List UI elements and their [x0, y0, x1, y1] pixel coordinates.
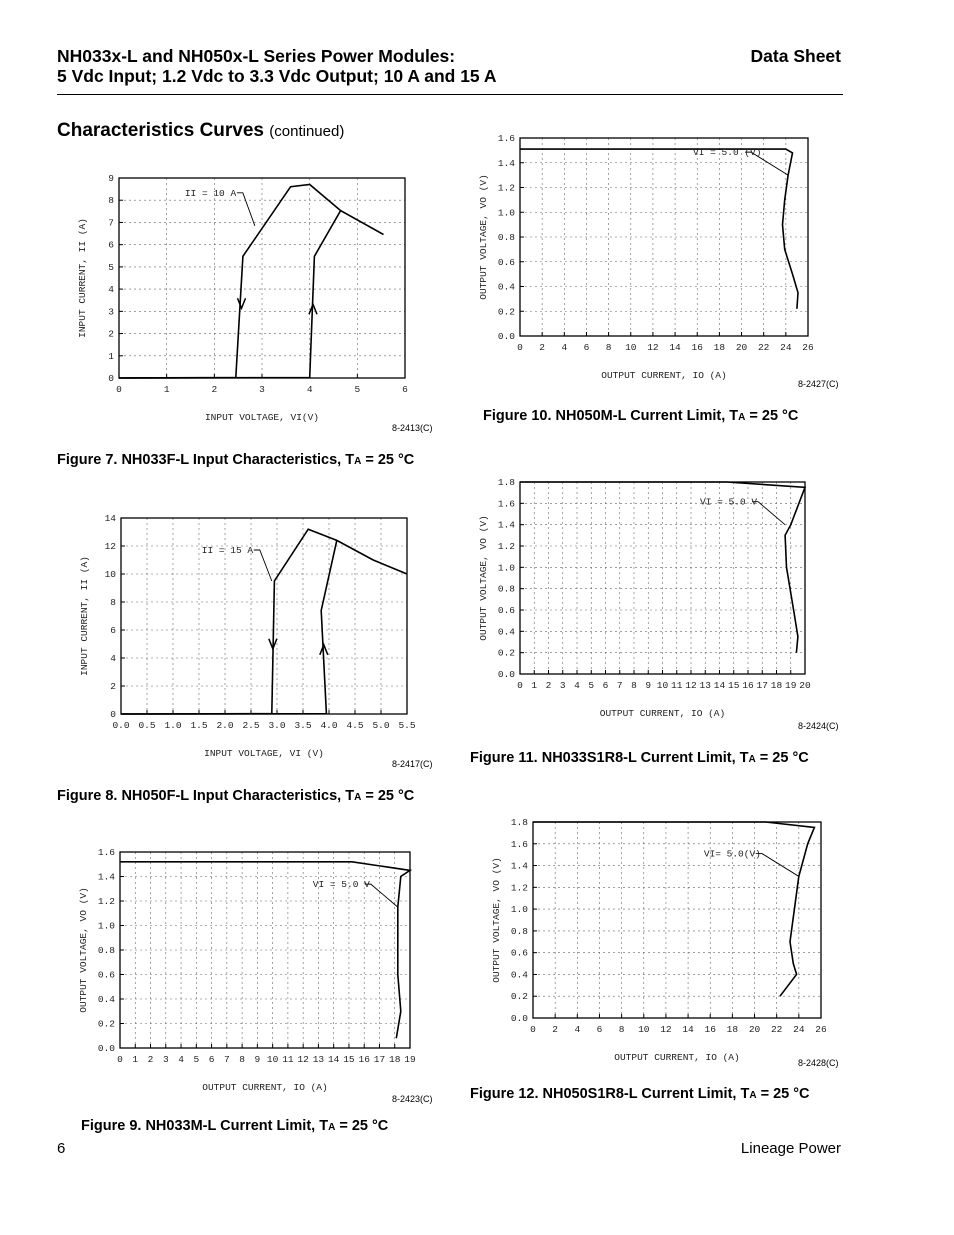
x-tick-label: 6 [208, 1054, 215, 1065]
x-tick-label: 13 [699, 680, 711, 691]
x-tick-label: 7 [223, 1054, 230, 1065]
x-tick-label: 4 [306, 384, 313, 395]
y-tick-label: 0.2 [510, 991, 528, 1003]
y-tick-label: 1.4 [97, 871, 115, 883]
y-tick-label: 8 [110, 597, 116, 608]
curve-annotation: VI= 5.0(V) [703, 848, 761, 860]
x-tick-label: 7 [616, 680, 623, 691]
x-tick-label: 10 [625, 342, 637, 353]
x-tick-label: 10 [638, 1024, 650, 1035]
doc-type-label: Data Sheet [750, 46, 841, 66]
x-tick-label: 3 [162, 1054, 169, 1065]
figure-code: 8-2423(C) [392, 1094, 433, 1104]
chart-fig9 [70, 842, 445, 1107]
x-axis-label: INPUT VOLTAGE, VI(V) [204, 412, 320, 423]
x-tick-label: 3.5 [294, 720, 312, 731]
x-axis-label: INPUT VOLTAGE, VI (V) [204, 748, 324, 759]
y-tick-label: 9 [108, 173, 114, 184]
y-tick-label: 0.4 [497, 626, 515, 638]
y-tick-label: 1.4 [510, 860, 528, 872]
x-tick-label: 22 [770, 1024, 783, 1035]
x-tick-label: 5 [354, 384, 361, 395]
plot-frame [121, 518, 407, 714]
x-tick-label: 12 [297, 1054, 309, 1065]
y-tick-label: 7 [108, 217, 114, 229]
x-tick-label: 16 [742, 680, 754, 691]
y-tick-label: 10 [104, 569, 116, 580]
x-tick-label: 8 [618, 1024, 625, 1035]
x-tick-label: 0 [117, 1054, 123, 1065]
chart-fig12 [485, 812, 845, 1070]
x-tick-label: 20 [735, 342, 748, 353]
x-tick-label: 1 [163, 384, 170, 395]
x-tick-label: 0 [116, 384, 122, 395]
x-tick-label: 4 [178, 1054, 184, 1065]
chart-fig11 [470, 472, 845, 734]
x-tick-label: 20 [748, 1024, 761, 1035]
x-tick-label: 20 [799, 680, 811, 691]
y-tick-label: 0.0 [497, 331, 515, 342]
x-tick-label: 5.0 [372, 720, 390, 731]
y-tick-label: 0.0 [97, 1043, 115, 1054]
y-axis-label: OUTPUT VOLTAGE, VO (V) [478, 515, 489, 641]
figure-caption: Figure 9. NH033M-L Current Limit, TA = 25 °C [81, 1118, 389, 1134]
x-tick-label: 16 [704, 1024, 716, 1035]
y-tick-label: 1.4 [497, 157, 515, 169]
y-tick-label: 2 [110, 681, 116, 692]
plot-frame [520, 138, 808, 336]
x-tick-label: 12 [660, 1024, 672, 1035]
y-tick-label: 5 [108, 261, 114, 273]
x-tick-label: 5 [193, 1054, 200, 1065]
figure-code: 8-2427(C) [798, 379, 839, 389]
x-tick-label: 15 [728, 680, 740, 691]
plot-frame [533, 822, 821, 1018]
x-tick-label: 10 [266, 1054, 279, 1065]
y-tick-label: 1.4 [497, 519, 515, 531]
y-tick-label: 1 [108, 350, 114, 362]
figure-caption: Figure 7. NH033F-L Input Characteristics, TA = 25 °C [57, 452, 415, 468]
y-axis-label: OUTPUT VOLTAGE, VO (V) [78, 887, 89, 1013]
x-tick-label: 15 [343, 1054, 355, 1065]
y-tick-label: 6 [108, 239, 114, 251]
x-tick-label: 6 [583, 342, 590, 353]
series-line-1 [119, 185, 384, 379]
y-tick-label: 6 [110, 625, 116, 636]
curve-annotation: II = 10 A [184, 187, 237, 199]
x-tick-label: 8 [605, 342, 612, 353]
chart-fig8 [75, 508, 445, 770]
annotation-leader [254, 550, 272, 581]
y-tick-label: 1.0 [497, 562, 515, 574]
x-tick-label: 1 [531, 680, 538, 691]
x-tick-label: 3 [259, 384, 265, 395]
header-divider [57, 94, 843, 95]
y-tick-label: 0.8 [497, 232, 515, 243]
x-tick-label: 18 [713, 342, 726, 353]
y-axis-label: OUTPUT VOLTAGE, VO (V) [478, 174, 489, 300]
direction-arrow-down [238, 298, 246, 308]
x-tick-label: 14 [669, 342, 681, 353]
curve-annotation: II = 15 A [201, 545, 254, 556]
section-title-text: Characteristics Curves [57, 120, 264, 141]
x-tick-label: 13 [312, 1054, 325, 1065]
x-tick-label: 2 [545, 680, 552, 691]
y-tick-label: 0.6 [497, 605, 515, 616]
x-tick-label: 1.5 [190, 720, 208, 731]
x-tick-label: 4 [561, 342, 568, 353]
annotation-leader [237, 193, 255, 226]
y-tick-label: 0.4 [497, 281, 515, 293]
y-axis-label: OUTPUT VOLTAGE, VO (V) [491, 857, 502, 983]
x-tick-label: 16 [691, 342, 703, 353]
y-tick-label: 0.2 [497, 306, 515, 318]
x-axis-label: OUTPUT CURRENT, IO (A) [599, 708, 726, 719]
x-tick-label: 24 [780, 342, 792, 353]
y-tick-label: 3 [108, 306, 114, 318]
x-tick-label: 5.5 [398, 720, 416, 731]
x-tick-label: 14 [713, 680, 726, 691]
x-tick-label: 14 [682, 1024, 694, 1035]
x-tick-label: 11 [282, 1054, 294, 1065]
y-tick-label: 1.8 [497, 477, 515, 488]
x-tick-label: 22 [757, 342, 770, 353]
figure-caption: Figure 8. NH050F-L Input Characteristics, TA = 25 °C [57, 788, 415, 804]
y-tick-label: 1.6 [497, 498, 515, 510]
y-tick-label: 1.0 [97, 920, 115, 932]
x-axis-label: OUTPUT CURRENT, IO (A) [614, 1052, 740, 1063]
x-tick-label: 17 [373, 1054, 386, 1065]
figure-caption: Figure 12. NH050S1R8-L Current Limit, TA = 25 °C [470, 1086, 810, 1102]
annotation-leader [756, 853, 799, 876]
x-tick-label: 0 [517, 680, 523, 691]
x-tick-label: 3.0 [268, 720, 286, 731]
y-tick-label: 8 [108, 195, 114, 207]
x-tick-label: 18 [770, 680, 783, 691]
x-tick-label: 2 [552, 1024, 559, 1035]
figure-code: 8-2428(C) [798, 1058, 839, 1068]
curve-annotation: VI = 5.0 V [700, 496, 758, 508]
y-tick-label: 0.4 [510, 969, 528, 981]
y-tick-label: 2 [108, 328, 114, 340]
y-tick-label: 0.0 [510, 1013, 528, 1024]
figure-code: 8-2413(C) [392, 423, 433, 433]
x-tick-label: 19 [404, 1054, 416, 1065]
x-tick-label: 4.0 [320, 720, 338, 731]
x-tick-label: 12 [647, 342, 659, 353]
x-tick-label: 12 [685, 680, 697, 691]
x-tick-label: 8 [631, 680, 637, 691]
x-tick-label: 10 [656, 680, 669, 691]
figure-code: 8-2417(C) [392, 759, 433, 769]
x-tick-label: 18 [726, 1024, 739, 1035]
y-tick-label: 1.2 [497, 182, 515, 194]
x-tick-label: 14 [327, 1054, 340, 1065]
series-line-1 [520, 149, 798, 309]
y-tick-label: 0.6 [97, 969, 115, 981]
chart-fig7 [65, 168, 445, 438]
y-tick-label: 12 [104, 541, 116, 552]
x-tick-label: 0 [517, 342, 523, 353]
series-line-1 [121, 529, 407, 714]
x-tick-label: 2.5 [242, 720, 260, 731]
chart-fig10 [470, 128, 845, 390]
title-line-1: NH033x-L and NH050x-L Series Power Modules: [57, 46, 456, 66]
x-tick-label: 0 [530, 1024, 536, 1035]
y-tick-label: 0.6 [510, 947, 528, 959]
y-tick-label: 1.2 [510, 882, 528, 894]
y-tick-label: 1.0 [510, 904, 528, 916]
title-line-2: 5 Vdc Input; 1.2 Vdc to 3.3 Vdc Output; 10 A and 15 A [57, 66, 497, 86]
x-tick-label: 8 [239, 1054, 245, 1065]
x-tick-label: 18 [389, 1054, 401, 1065]
curve-annotation: VI = 5.0 V [312, 879, 370, 891]
y-tick-label: 0.8 [497, 583, 515, 595]
y-tick-label: 1.0 [497, 207, 515, 219]
x-tick-label: 0.0 [112, 720, 130, 731]
y-tick-label: 1.6 [510, 838, 528, 850]
y-tick-label: 1.6 [97, 847, 115, 858]
x-tick-label: 16 [358, 1054, 370, 1065]
section-title [57, 120, 344, 142]
y-axis-label: INPUT CURRENT, II (A) [77, 218, 88, 338]
y-tick-label: 0 [110, 709, 116, 720]
x-tick-label: 9 [254, 1054, 261, 1065]
x-axis-label: OUTPUT CURRENT, IO (A) [202, 1082, 328, 1093]
footer-brand: Lineage Power [740, 1140, 841, 1157]
y-tick-label: 0.4 [97, 994, 115, 1005]
document-title [57, 46, 497, 86]
y-tick-label: 0.2 [97, 1018, 115, 1030]
x-tick-label: 3 [559, 680, 566, 691]
x-tick-label: 11 [671, 680, 683, 691]
y-tick-label: 1.2 [97, 896, 115, 907]
x-tick-label: 26 [802, 342, 814, 353]
y-tick-label: 4 [108, 284, 114, 296]
x-tick-label: 9 [645, 680, 652, 691]
y-tick-label: 0.0 [497, 669, 515, 680]
x-tick-label: 4 [574, 1024, 581, 1035]
figure-code: 8-2424(C) [798, 721, 839, 731]
section-title-note: (continued) [269, 123, 345, 140]
x-tick-label: 4.5 [346, 720, 364, 731]
x-tick-label: 17 [756, 680, 768, 691]
x-tick-label: 6 [596, 1024, 603, 1035]
figure-caption: Figure 11. NH033S1R8-L Current Limit, TA = 25 °C [470, 750, 809, 766]
x-axis-label: OUTPUT CURRENT, IO (A) [601, 370, 727, 381]
x-tick-label: 24 [793, 1024, 805, 1035]
x-tick-label: 2 [539, 342, 546, 353]
series-line-2 [119, 211, 341, 378]
x-tick-label: 2 [211, 384, 218, 395]
x-tick-label: 6 [402, 384, 408, 395]
x-tick-label: 1.0 [164, 720, 182, 731]
x-tick-label: 26 [815, 1024, 827, 1035]
y-tick-label: 0 [108, 373, 114, 384]
x-tick-label: 6 [602, 680, 609, 691]
x-tick-label: 1 [132, 1054, 139, 1065]
y-tick-label: 1.8 [510, 817, 528, 828]
page-number: 6 [57, 1140, 66, 1157]
y-tick-label: 0.2 [497, 647, 515, 659]
x-tick-label: 4 [574, 680, 580, 691]
y-tick-label: 1.6 [497, 133, 515, 144]
curve-annotation: VI = 5.0 (V) [693, 147, 762, 159]
y-tick-label: 4 [110, 653, 116, 664]
y-tick-label: 0.8 [97, 945, 115, 956]
x-tick-label: 2 [147, 1054, 154, 1065]
y-tick-label: 14 [104, 513, 116, 524]
x-tick-label: 19 [785, 680, 797, 691]
x-tick-label: 2.0 [216, 720, 234, 731]
series-line-2 [121, 540, 337, 714]
x-tick-label: 5 [588, 680, 595, 691]
y-tick-label: 1.2 [497, 541, 515, 552]
figure-caption: Figure 10. NH050M-L Current Limit, TA = 25 °C [483, 408, 799, 424]
x-tick-label: 0.5 [138, 720, 156, 731]
y-axis-label: INPUT CURRENT, II (A) [79, 556, 90, 676]
y-tick-label: 0.6 [497, 256, 515, 268]
y-tick-label: 0.8 [510, 925, 528, 937]
